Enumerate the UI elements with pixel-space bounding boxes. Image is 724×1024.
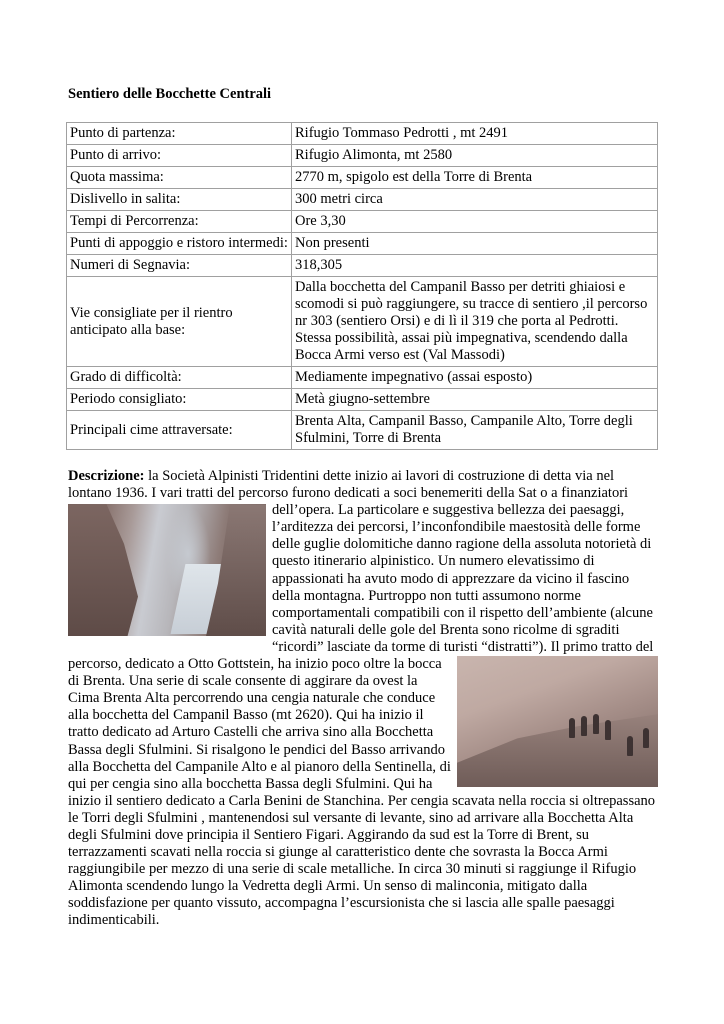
row-value: Non presenti <box>292 233 658 255</box>
description-text-continued: dell’opera. La particolare e suggestiva bellezza dei paesaggi, l’arditezza dei percorsi, l’inconfondibile maestosità delle forme delle guglie dolomitiche danno ragione della assoluta notorietà di questo itinerario alpinistico. Un numero elevatissimo di appassionati ha avuto modo di apprezzare da vicino il fascino della montagna. Purtroppo non tutti assumono norme comportamentali compatibili con il rispetto dell’ambiente (alcune cavità naturali delle gole del Brenta sono ricolme di sgraditi “ricordi” lasciate da torme di turisti “distratti”). <box>272 502 653 655</box>
page-title: Sentiero delle Bocchette Centrali <box>68 86 272 102</box>
row-label: Punti di appoggio e ristoro intermedi: <box>67 233 292 255</box>
row-label: Principali cime attraversate: <box>67 411 292 450</box>
row-label: Dislivello in salita: <box>67 189 292 211</box>
mountain-gorge-photo <box>68 504 266 636</box>
row-label: Vie consigliate per il rientro anticipato alla base: <box>67 277 292 367</box>
table-row <box>67 189 658 211</box>
row-label: Tempi di Percorrenza: <box>67 211 292 233</box>
row-value: 2770 m, spigolo est della Torre di Brenta <box>292 167 658 189</box>
row-value: Dalla bocchetta del Campanil Basso per detriti ghiaiosi e scomodi si può raggiungere, su tracce di sentiero ,il percorso nr 303 (sentiero Orsi) e di lì il 319 che porta al Pedrotti. Stessa possibilità, assai più impegnativa, scendendo dalla Bocca Armi verso est (Val Massodi) <box>292 277 658 367</box>
description-text-lead: la Società Alpinisti Tridentini dette inizio ai lavori di costruzione di detta via nel lontano 1936. I vari tratti del percorso furono dedicati a soci benemeriti della Sat o a finanziatori <box>68 468 629 502</box>
table-row <box>67 255 658 277</box>
table-row <box>67 411 658 450</box>
description-label: Descrizione: <box>68 468 145 484</box>
description <box>68 468 658 930</box>
description-text-part2: Il primo tratto del percorso, dedicato a Otto Gottstein, ha inizio poco oltre la bocca di Brenta. Una serie di scale consente di aggirare da ovest la Cima Brenta Alta percorrendo una cengia naturale che conduce alla bocchetta del Campanil Basso (mt 2620). Qui ha inizio il tratto dedicato ad Arturo Castelli che arriva sino alla Bocchetta Bassa degli Sfulmini. Si risalgono le pendici del Basso arrivando alla Bocchetta del Campanile Alto e al pianoro della Sentinella, di qui per cengia sino alla bocchetta Bassa degli Sfulmini. Qui ha inizio il sentiero dedicato a Carla Benini de Stanchina. Per cengia scavata nella roccia si oltrepassano le Torri degli Sfulmini , mantenendosi sul versante di levante, sino ad arrivare alla Bocchetta Alta degli Sfulmini dove principia il Sentiero Figari. Aggirando da sud est la Torre di Brent, su terrazzamenti scavati nella roccia si giunge al caratteristico dente che sovrasta la Bocca Armi raggiungibile per mezzo di una serie di scale metalliche. In circa 30 minuti si raggiunge il Rifugio Alimonta scendendo lungo la Vedretta degli Armi. Un senso di malinconia, mitigato dalla soddisfazione per quanto vissuto, accompagna l’escursionista che si lascia alle spalle paesaggi indimenticabili. <box>68 638 656 929</box>
table-row <box>67 167 658 189</box>
row-value: Metà giugno-settembre <box>292 389 658 411</box>
row-value: Rifugio Tommaso Pedrotti , mt 2491 <box>292 123 658 145</box>
row-value: 300 metri circa <box>292 189 658 211</box>
table-row <box>67 211 658 233</box>
table-row <box>67 389 658 411</box>
row-label: Numeri di Segnavia: <box>67 255 292 277</box>
table-row <box>67 367 658 389</box>
row-value: Ore 3,30 <box>292 211 658 233</box>
table-row <box>67 277 658 367</box>
climbers-ledge-photo <box>457 656 658 787</box>
row-value: Mediamente impegnativo (assai esposto) <box>292 367 658 389</box>
route-info-table <box>66 122 658 450</box>
table-row <box>67 123 658 145</box>
row-label: Punto di partenza: <box>67 123 292 145</box>
row-value: Rifugio Alimonta, mt 2580 <box>292 145 658 167</box>
row-label: Periodo consigliato: <box>67 389 292 411</box>
row-value: 318,305 <box>292 255 658 277</box>
row-label: Grado di difficoltà: <box>67 367 292 389</box>
row-value: Brenta Alta, Campanil Basso, Campanile Alto, Torre degli Sfulmini, Torre di Brenta <box>292 411 658 450</box>
row-label: Quota massima: <box>67 167 292 189</box>
row-label: Punto di arrivo: <box>67 145 292 167</box>
table-row <box>67 233 658 255</box>
table-row <box>67 145 658 167</box>
